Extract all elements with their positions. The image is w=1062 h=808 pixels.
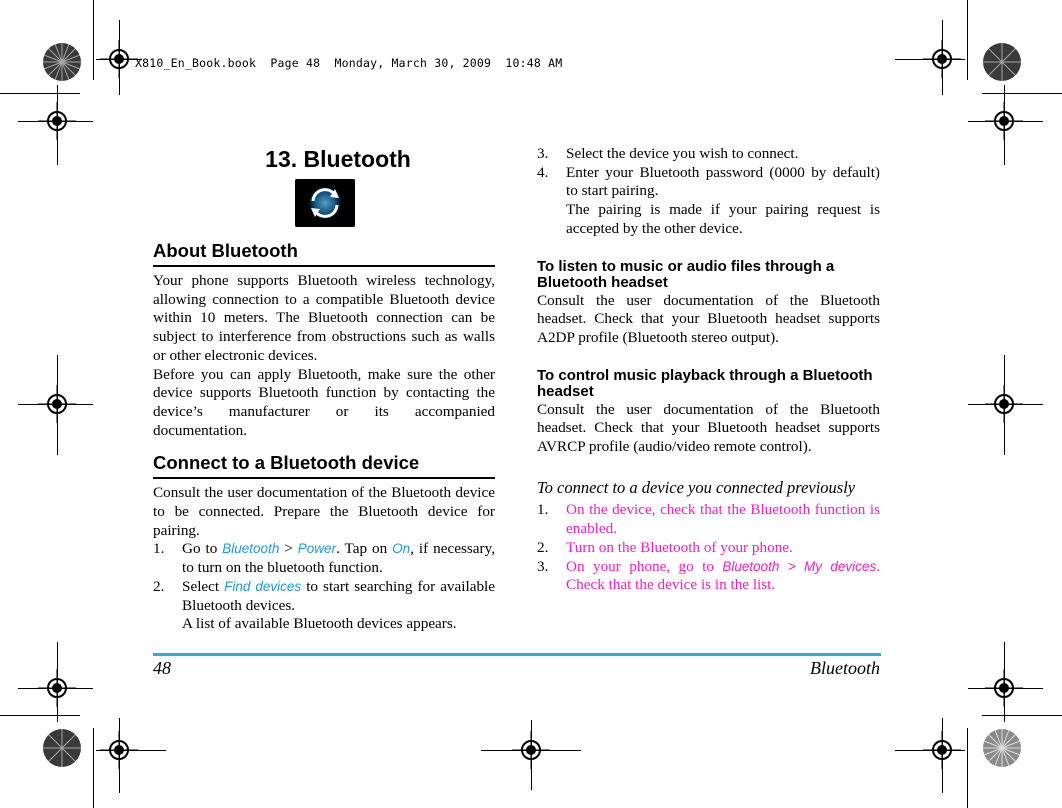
right-column [537, 145, 880, 595]
step-number: 1. [537, 501, 549, 519]
pairing-steps [537, 145, 880, 239]
step-text: . Check that the device is in the list. [566, 557, 880, 594]
registration-mark-icon [985, 385, 1023, 423]
list-item [537, 558, 880, 595]
color-rosette-icon [982, 42, 1022, 82]
menu-keyword: On [392, 541, 411, 557]
step-note: The pairing is made if your pairing request is accepted by the other device. [566, 201, 880, 237]
registration-mark-icon [38, 102, 76, 140]
registration-mark-icon [100, 40, 138, 78]
step-number: 4. [537, 163, 549, 181]
registration-mark-icon [100, 731, 138, 769]
step-text: . Tap on [336, 540, 393, 558]
step-text: to start searching for available Bluetooth devices. [182, 577, 495, 614]
list-item [537, 145, 880, 164]
step-number: 1. [153, 540, 165, 558]
menu-keyword: Power [297, 541, 337, 557]
crop-mark [93, 0, 94, 80]
menu-keyword: Find devices [224, 578, 302, 594]
step-text: Turn on the Bluetooth of your phone. [566, 538, 793, 556]
page-number: 48 [153, 658, 171, 678]
previous-steps [537, 501, 880, 595]
menu-keyword: Bluetooth > My devices [722, 558, 877, 574]
crop-mark [0, 715, 80, 716]
chapter-title: 13. Bluetooth [265, 146, 411, 172]
step-number: 2. [153, 577, 165, 595]
color-rosette-icon [42, 42, 82, 82]
registration-mark-icon [38, 669, 76, 707]
crop-mark [0, 93, 80, 94]
registration-mark-icon [985, 669, 1023, 707]
section-heading-connect: Connect to a Bluetooth device [153, 452, 495, 479]
crop-mark [982, 93, 1062, 94]
about-paragraph: Your phone supports Bluetooth wireless technology, allowing connection to a compatible Bluetooth device within 10 meters. The Bluetooth connection can be subject to interference from obstructions such as walls or other electronic devices. [153, 272, 495, 364]
step-text: On your phone, go to [566, 557, 723, 575]
step-number: 3. [537, 145, 549, 162]
color-rosette-icon [982, 728, 1022, 768]
subheading-control-music: To control music playback through a Bluetooth headset [537, 366, 873, 401]
registration-mark-icon [38, 385, 76, 423]
step-text: Go to [182, 540, 223, 558]
subheading-connect-previous: To connect to a device you connected previously [537, 477, 856, 497]
left-column [153, 145, 495, 634]
registration-mark-icon [923, 731, 961, 769]
step-number: 2. [537, 538, 549, 556]
step-text: On the device, check that the Bluetooth function is enabled. [566, 501, 880, 538]
crop-mark [967, 728, 968, 808]
registration-mark-icon [985, 102, 1023, 140]
section-heading-about: About Bluetooth [153, 240, 495, 267]
footer-rule [153, 653, 881, 656]
color-rosette-icon [42, 728, 82, 768]
list-item [153, 540, 495, 577]
list-item [537, 164, 880, 239]
bluetooth-icon [295, 179, 355, 227]
registration-mark-icon [923, 40, 961, 78]
crop-mark [982, 715, 1062, 716]
music-paragraph: Consult the user documentation of the Bluetooth headset. Check that your Bluetooth headset supports A2DP profile (Bluetooth stereo output). [537, 291, 880, 346]
footer-section-title: Bluetooth [810, 658, 880, 678]
list-item [153, 578, 495, 634]
crop-mark [967, 0, 968, 80]
registration-mark-icon [512, 731, 550, 769]
step-number: 3. [537, 557, 549, 575]
step-text: Select the device you wish to connect. [566, 145, 799, 162]
about-paragraph: Before you can apply Bluetooth, make sure the other device supports Bluetooth function by contacting the device’s manufacturer or its accompanied documentation. [153, 365, 495, 439]
crop-mark [93, 728, 94, 808]
list-item [537, 501, 880, 538]
step-note: A list of available Bluetooth devices appears. [182, 615, 457, 633]
menu-keyword: Bluetooth [222, 541, 280, 557]
step-text: Select [182, 577, 225, 595]
print-slug: X810_En_Book.book Page 48 Monday, March 30, 2009 10:48 AM [135, 56, 563, 70]
subheading-listen-music: To listen to music or audio files through a Bluetooth headset [537, 257, 835, 292]
list-item [537, 539, 880, 558]
step-text: , if necessary, to turn on the bluetooth function. [182, 540, 495, 577]
connect-intro: Consult the user documentation of the Bluetooth device to be connected. Prepare the Bluetooth device for pairing. [153, 484, 495, 539]
connect-steps [153, 540, 495, 634]
step-text: > [279, 540, 298, 558]
control-paragraph: Consult the user documentation of the Bluetooth headset. Check that your Bluetooth headset supports AVRCP profile (audio/video remote control). [537, 400, 880, 456]
step-text: Enter your Bluetooth password (0000 by default) to start pairing. [566, 163, 880, 200]
